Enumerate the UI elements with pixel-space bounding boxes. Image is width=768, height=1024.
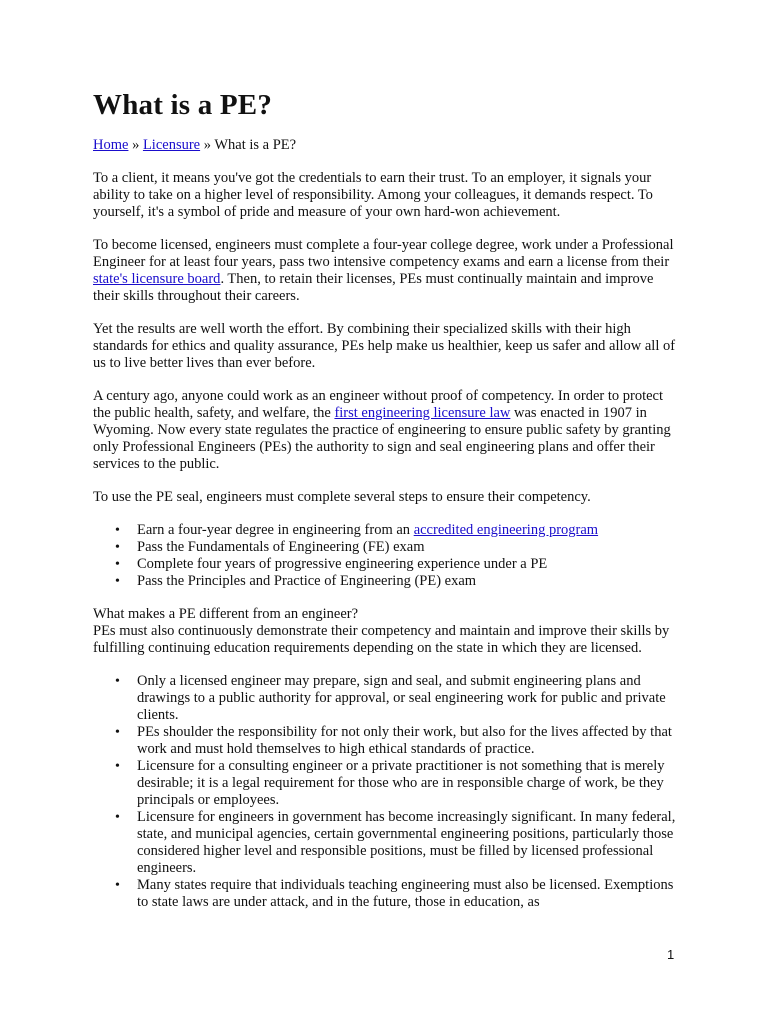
paragraph-text: was enacted in 1907 in Wyoming. Now every state regulates the practice of engineering to ensure public safety by granting only Professional Engineers (PEs) the authority to sign and seal engineering plans and offer their services to the public.: [93, 405, 671, 472]
paragraph-text: To become licensed, engineers must complete a four-year college degree, work under a Professional Engineer for at least four years, pass two intensive competency exams and earn a license from their: [93, 237, 674, 270]
list-item: • Complete four years of progressive engineering experience under a PE: [137, 556, 683, 573]
article-body: [93, 137, 683, 927]
paragraph-seal-steps-intro: To use the PE seal, engineers must complete several steps to ensure their competency.: [93, 489, 591, 505]
page-number: 1: [667, 947, 675, 962]
list-item-text: Earn a four-year degree in engineering from an: [137, 522, 414, 538]
paragraph-continuing-education: PEs must also continuously demonstrate their competency and maintain and improve their skills by fulfilling continuing education requirements depending on the state in which they are licensed.: [93, 623, 670, 656]
breadcrumb-separator: »: [128, 137, 143, 153]
breadcrumb: [93, 137, 683, 154]
list-item: • Only a licensed engineer may prepare, sign and seal, and submit engineering plans and drawings to a public authority for approval, or seal engineering work for public and private clients.: [137, 673, 683, 724]
steps-list: [93, 522, 683, 590]
page-title: What is a PE?: [93, 89, 273, 121]
breadcrumb-home-link[interactable]: Home: [93, 137, 129, 153]
differences-list: [93, 673, 683, 911]
list-item: • Licensure for engineers in government has become increasingly significant. In many federal, state, and municipal agencies, certain governmental engineering positions, particularly those considered higher level and responsible positions, must be filled by licensed professional engineers.: [137, 809, 683, 877]
list-item: • Pass the Fundamentals of Engineering (FE) exam: [137, 539, 683, 556]
list-item: • Licensure for a consulting engineer or a private practitioner is not something that is merely desirable; it is a legal requirement for those who are in responsible charge of work, be they principals or employees.: [137, 758, 683, 809]
breadcrumb-licensure-link[interactable]: Licensure: [142, 137, 201, 153]
list-item: • Many states require that individuals teaching engineering must also be licensed. Exemptions to state laws are under attack, and in the future, those in education, as: [137, 877, 683, 911]
breadcrumb-separator: »: [200, 137, 215, 153]
list-item: • PEs shoulder the responsibility for not only their work, but also for the lives affected by that work and must hold themselves to high ethical standards of practice.: [137, 724, 683, 758]
breadcrumb-current: What is a PE?: [214, 137, 297, 153]
question-heading: What makes a PE different from an engineer?: [93, 606, 359, 622]
list-item: • Pass the Principles and Practice of Engineering (PE) exam: [137, 573, 683, 590]
paragraph-licensing: [93, 237, 683, 305]
paragraph-results: Yet the results are well worth the effort. By combining their specialized skills with their high standards for ethics and quality assurance, PEs help make us healthier, keep us safer and allow all of us to live better lives than ever before.: [93, 321, 676, 371]
paragraph-intro: To a client, it means you've got the credentials to earn their trust. To an employer, it signals your ability to take on a higher level of responsibility. Among your colleagues, it demands respect. To yourself, it's a symbol of pride and measure of your own hard-won achievement.: [93, 170, 653, 220]
accredited-program-link[interactable]: accredited engineering program: [413, 522, 599, 538]
paragraph-text: A century ago, anyone could work as an engineer without proof of competency. In order to protect the public health, safety, and welfare, the: [93, 388, 664, 421]
first-licensure-law-link[interactable]: first engineering licensure law: [334, 405, 511, 421]
paragraph-text: . Then, to retain their licenses, PEs must continually maintain and improve their skills throughout their careers.: [93, 271, 654, 304]
state-licensure-board-link[interactable]: state's licensure board: [93, 271, 221, 287]
paragraph-history: [93, 388, 683, 473]
list-item: [137, 522, 683, 539]
